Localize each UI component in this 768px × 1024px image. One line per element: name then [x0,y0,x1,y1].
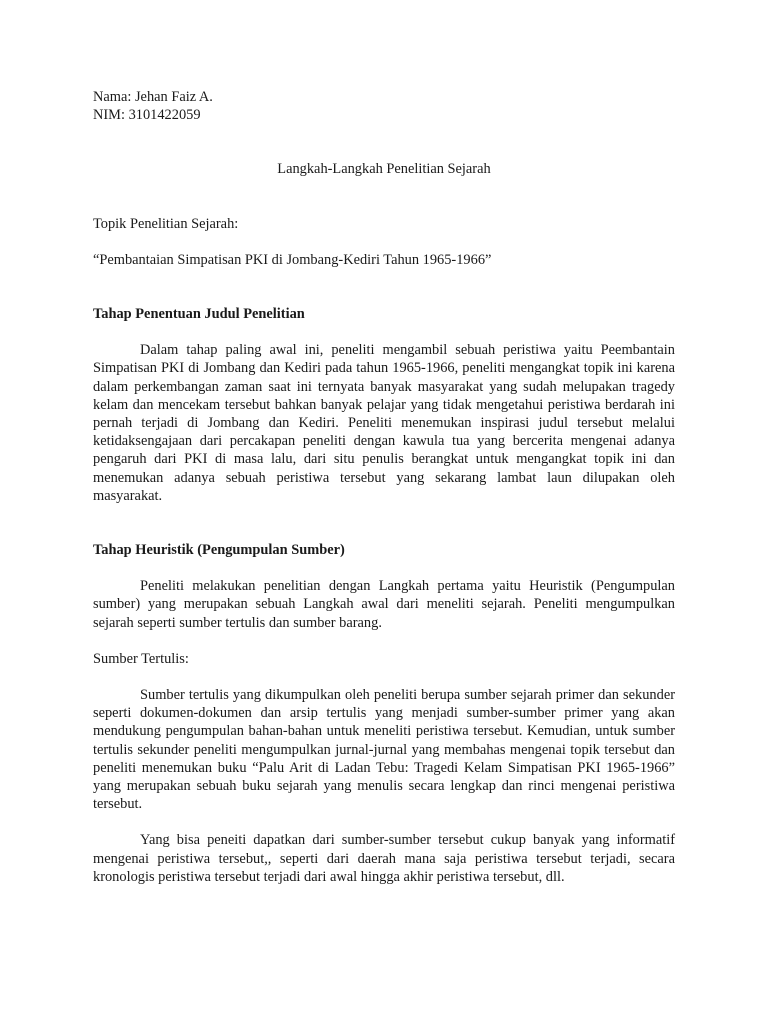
section-heading-heuristik: Tahap Heuristik (Pengumpulan Sumber) [93,542,345,559]
paragraph-heuristik: Peneliti melakukan penelitian dengan Langkah pertama yaitu Heuristik (Pengumpulan sumber) yang merupakan sebuah Langkah awal dari meneliti sejarah. Peneliti mengumpulkan sejarah seperti sumber tertulis dan sumber barang. [93,578,675,631]
topic-label: Topik Penelitian Sejarah: [93,215,239,232]
student-nim: NIM: 3101422059 [93,107,201,124]
document-title: Langkah-Langkah Penelitian Sejarah [277,161,491,178]
paragraph-judul: Dalam tahap paling awal ini, peneliti mengambil sebuah peristiwa yaitu Peembantain Simpatisan PKI di Jombang dan Kediri pada tahun 1965-1966, peneliti mengangkat topik ini karena dalam perkembangan zaman saat ini ternyata banyak masyarakat yang sudah melupakan tragedy kelam dan mencekam tersebut bahkan banyak pelajar yang tidak mengetahui peristiwa berdarah ini pernah terjadi di Jombang dan Kediri. Peneliti menemukan inspirasi judul tersebut melalui ketidaksengajaan dari percakapan peneliti dengan kawula tua yang bercerita mengenai adanya pengaruh dari PKI di masa lalu, dari situ penulis berangkat untuk mengangkat topik ini dan menemukan adanya sebuah peristiwa tersebut yang sekarang lambat laun dilupakan oleh masyarakat. [93,342,675,504]
paragraph-hasil-sumber: Yang bisa peneiti dapatkan dari sumber-sumber tersebut cukup banyak yang informatif mengenai peristiwa tersebut,, seperti dari daerah mana saja peristiwa tersebut terjadi, secara kronologis peristiwa tersebut terjadi dari awal hingga akhir peristiwa tersebut, dll. [93,832,675,885]
paragraph-sumber-tertulis: Sumber tertulis yang dikumpulkan oleh peneliti berupa sumber sejarah primer dan sekunder seperti dokumen-dokumen dan arsip tertulis yang menjadi sumber-sumber primer yang akan mendukung pengumpulan bahan-bahan untuk meneliti peristiwa tersebut. Kemudian, untuk sumber tertulis sekunder peneliti mengumpulkan jurnal-jurnal yang membahas mengenai topik tersebut dan peneliti menemukan buku “Palu Arit di Ladan Tebu: Tragedi Kelam Simpatisan PKI 1965-1966” yang merupakan sebuah buku sejarah yang menulis secara lengkap dan rinci mengenai peristiwa tersebut. [93,687,675,813]
topic-value: “Pembantaian Simpatisan PKI di Jombang-Kediri Tahun 1965-1966” [93,251,492,268]
subheading-sumber-tertulis: Sumber Tertulis: [93,650,189,667]
document-page [93,88,675,886]
student-name: Nama: Jehan Faiz A. [93,89,213,105]
section-heading-judul: Tahap Penentuan Judul Penelitian [93,306,305,323]
